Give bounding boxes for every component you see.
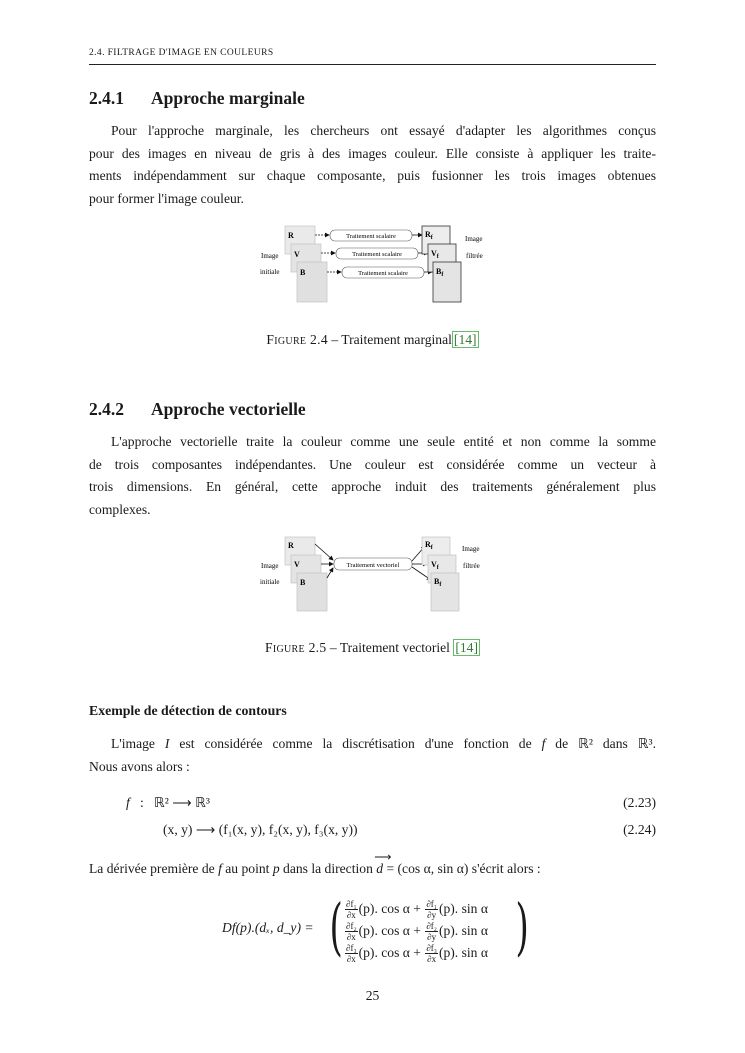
caption-text: Traitement marginal xyxy=(341,332,452,347)
section1-paragraph xyxy=(89,120,656,210)
input-image-label: initiale xyxy=(260,268,280,276)
output-label-v: $V_f$ xyxy=(431,560,439,571)
equation-2-24: (x, y) ⟶ (f₁(x, y), f₂(x, y), f₃(x, y)) xyxy=(163,822,358,837)
vector-process-label: Traitement vectoriel xyxy=(346,562,400,569)
input-label-b: B xyxy=(300,578,306,587)
input-image-label: initiale xyxy=(260,578,280,586)
output-label-r: $R_f$ xyxy=(425,540,433,551)
running-header: 2.4. FILTRAGE D'IMAGE EN COULEURS xyxy=(89,48,274,58)
matrix-row: $\frac{\text{∂f₃}}{\partial x}$ (p). cos α + $\frac{\text{∂f₃}}{\partial x}$ (p). sin α xyxy=(346,943,488,965)
input-label-r: R xyxy=(288,231,294,240)
marginal-processing-diagram xyxy=(255,222,495,306)
caption-text: Traitement vectoriel xyxy=(339,640,454,655)
section-number: 2.4.2 xyxy=(89,399,124,419)
caption-label: Figure 2.4 xyxy=(266,332,328,347)
citation-link[interactable]: [14] xyxy=(453,332,477,347)
citation-link[interactable]: [14] xyxy=(455,640,479,655)
section-heading-2-4-2 xyxy=(89,399,306,420)
process-label-2: Traitement scalaire xyxy=(352,251,402,258)
input-label-v: V xyxy=(294,560,300,569)
output-image-label: Image xyxy=(465,235,483,243)
paragraph-line: L'image I est considérée comme la discrétisation d'une fonction de f de ℝ² dans ℝ³. xyxy=(111,736,656,751)
section-title: Approche vectorielle xyxy=(151,399,306,419)
paragraph-line: ments indépendamment sur chaque composante, puis fusionner les trois images obtenues xyxy=(89,168,656,184)
caption-label: Figure 2.5 xyxy=(264,640,327,655)
output-image-label: Image xyxy=(462,545,480,553)
input-label-v: V xyxy=(294,250,300,259)
figure-2-4-caption xyxy=(89,332,656,348)
input-image-label: Image xyxy=(261,562,279,570)
page-number: 25 xyxy=(365,988,380,1003)
paragraph-line: Pour l'approche marginale, les chercheurs ont essayé d'adapter les algorithmes conçus xyxy=(111,123,656,138)
derivative-sentence: La dérivée première de f au point p dans la direction ⟶ d = (cos α, sin α) s'écrit alors : xyxy=(89,858,656,881)
matrix-row: $\frac{\text{∂f₂}}{\partial x}$ (p). cos α + $\frac{\text{∂f₂}}{\partial y}$ (p). sin α xyxy=(346,921,488,943)
section2-paragraph xyxy=(89,431,656,521)
input-image-label: Image xyxy=(261,252,279,260)
caption-separator: – xyxy=(327,332,342,347)
section-heading-2-4-1 xyxy=(89,88,305,109)
example-intro xyxy=(89,733,656,778)
figure-2-5-caption xyxy=(89,640,656,656)
equation-number: (2.23) xyxy=(623,795,656,810)
example-heading: Exemple de détection de contours xyxy=(89,703,287,718)
paragraph-line: trois dimensions. En général, cette approche induit des traitements généralement plus xyxy=(89,479,656,495)
left-paren: ( xyxy=(329,890,343,963)
process-label-3: Traitement scalaire xyxy=(358,270,408,277)
section-title: Approche marginale xyxy=(151,88,305,108)
vectorial-processing-diagram xyxy=(255,534,495,614)
output-label-r: $R_f$ xyxy=(425,230,433,241)
section-number: 2.4.1 xyxy=(89,88,124,108)
matrix-body xyxy=(344,898,488,964)
paragraph-line: de trois composantes indépendantes. Une couleur est considérée comme un vecteur à xyxy=(89,456,656,472)
paragraph-line: L'approche vectorielle traite la couleur comme une seule entité et non comme la somme xyxy=(111,434,656,449)
equation-number: (2.24) xyxy=(623,822,656,837)
paragraph-line: complexes. xyxy=(89,501,151,517)
matrix-lhs: Df(p).(dₓ, d_y) = xyxy=(222,920,314,935)
output-image-label: filtrée xyxy=(463,562,480,570)
process-label-1: Traitement scalaire xyxy=(346,233,396,240)
output-image-label: filtrée xyxy=(466,252,483,260)
paragraph-line: Nous avons alors : xyxy=(89,758,190,774)
output-label-b: $B_f$ xyxy=(434,577,442,588)
matrix-row: $\frac{\text{∂f₁}}{\partial x}$ (p). cos α + $\frac{\text{∂f₁}}{\partial y}$ (p). sin α xyxy=(346,899,488,921)
header-rule xyxy=(89,64,656,65)
input-label-b: B xyxy=(300,268,306,277)
right-paren: ) xyxy=(515,890,529,963)
equation-2-23: f : ℝ² ⟶ ℝ³ xyxy=(126,795,210,810)
output-label-v: $V_f$ xyxy=(431,249,439,260)
direction-vector: ⟶ d xyxy=(374,850,392,876)
input-label-r: R xyxy=(288,541,294,550)
caption-separator: – xyxy=(326,640,340,655)
paragraph-line: pour former l'image couleur. xyxy=(89,190,244,206)
paragraph-line: pour des images en niveau de gris à des images couleur. Elle consiste à appliquer les traite- xyxy=(89,145,656,161)
output-label-b: $B_f$ xyxy=(436,267,444,278)
